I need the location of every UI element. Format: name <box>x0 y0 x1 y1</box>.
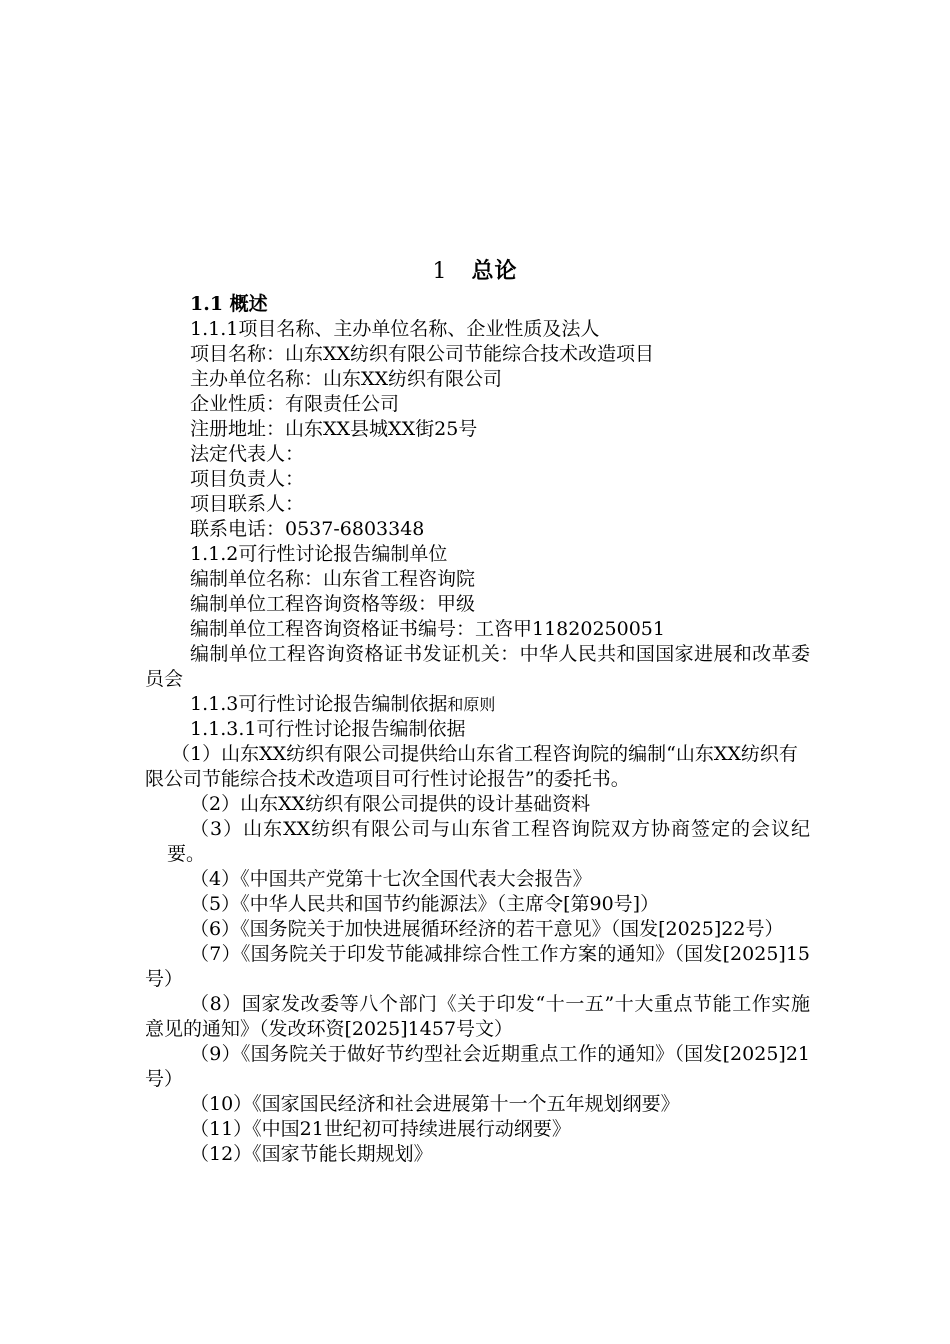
chapter-title-text: 总论 <box>471 258 518 284</box>
project-name: 项目名称：山东XX纺织有限公司节能综合技术改造项目 <box>190 343 655 365</box>
qualification-grade: 编制单位工程咨询资格等级：甲级 <box>190 593 476 615</box>
project-leader: 项目负责人： <box>190 468 305 490</box>
document-body <box>145 292 810 1167</box>
list-item: （8）国家发改委等八个部门《关于印发“十一五”十大重点节能工作实施意见的通知》（发改环资[2025]1457号文） <box>145 993 810 1040</box>
project-contact: 项目联系人： <box>190 493 305 515</box>
list-item: （10）《国家国民经济和社会进展第十一个五年规划纲要》 <box>190 1093 680 1115</box>
subsection-heading: 1.1.3.1可行性讨论报告编制依据 <box>190 718 466 740</box>
list-item: （7）《国务院关于印发节能减排综合性工作方案的通知》（国发[2025]15号） <box>145 943 810 990</box>
list-item: （6）《国务院关于加快进展循环经济的若干意见》（国发[2025]22号） <box>190 918 784 940</box>
subsection-heading: 1.1.1项目名称、主办单位名称、企业性质及法人 <box>190 318 600 340</box>
enterprise-nature: 企业性质：有限责任公司 <box>190 393 400 415</box>
chapter-number: 1 <box>432 259 448 284</box>
list-item: （3）山东XX纺织有限公司与山东省工程咨询院双方协商签定的会议纪要。 <box>167 818 810 865</box>
issuing-authority: 编制单位工程咨询资格证书发证机关：中华人民共和国国家进展和改革委员会 <box>145 643 810 690</box>
list-item: （12）《国家节能长期规划》 <box>190 1143 433 1165</box>
subsection-heading-suffix: 和原则 <box>447 695 496 714</box>
registered-address: 注册地址：山东XX县城XX街25号 <box>190 418 478 440</box>
list-item: （1）山东XX纺织有限公司提供给山东省工程咨询院的编制“山东XX纺织有限公司节能综合技术改造项目可行性讨论报告”的委托书。 <box>145 743 798 790</box>
subsection-heading: 1.1.2可行性讨论报告编制单位 <box>190 543 448 565</box>
list-item: （9）《国务院关于做好节约型社会近期重点工作的通知》（国发[2025]21号） <box>145 1043 810 1090</box>
list-item: （5）《中华人民共和国节约能源法》（主席令[第90号]） <box>190 893 660 915</box>
list-item: （11）《中国21世纪初可持续进展行动纲要》 <box>190 1118 571 1140</box>
list-item: （4）《中国共产党第十七次全国代表大会报告》 <box>190 868 592 890</box>
subsection-heading-main: 1.1.3可行性讨论报告编制依据 <box>190 693 448 715</box>
subsection-heading <box>145 692 810 717</box>
contact-phone: 联系电话：0537-6803348 <box>190 518 425 540</box>
section-heading: 1.1 概述 <box>190 293 268 315</box>
legal-representative: 法定代表人： <box>190 443 305 465</box>
list-item: （2）山东XX纺织有限公司提供的设计基础资料 <box>190 793 591 815</box>
compiling-unit-name: 编制单位名称：山东省工程咨询院 <box>190 568 476 590</box>
certificate-number: 编制单位工程咨询资格证书编号：工咨甲11820250051 <box>190 618 665 640</box>
chapter-title <box>0 254 950 285</box>
host-unit-name: 主办单位名称：山东XX纺织有限公司 <box>190 368 503 390</box>
